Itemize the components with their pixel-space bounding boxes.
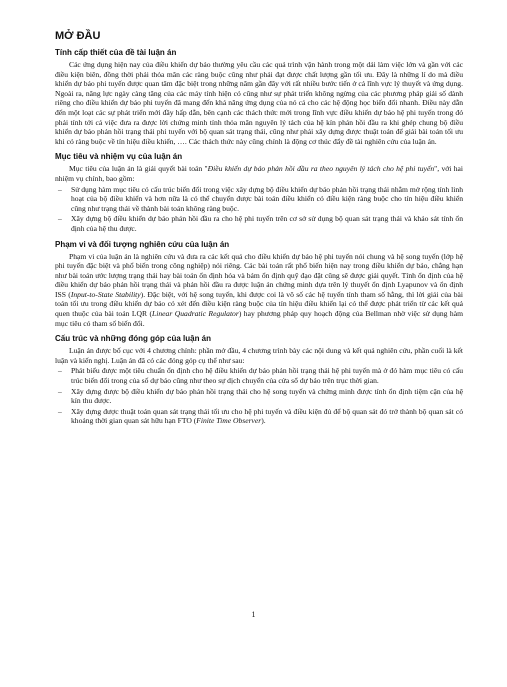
list-item-text: Phát biểu được một tiêu chuẩn ổn định cho hệ điều khiển dự báo phản hồi trạng thái hệ phi tuyến mà ở đó hàm mục tiêu có cấu trúc biến đổi trong của số dự báo cũng như theo sự dịch chuyển của cửa sổ dự báo trên trục thời gian. — [71, 366, 463, 386]
text-run: ", với hai nhiệm vụ chính, bao gồm: — [55, 164, 463, 183]
bullet-dash: – — [58, 184, 62, 194]
text-run: ) hay phương pháp quy hoạch động của Bellman nhờ việc sử dụng hàm mục tiêu có tham số biến đổi. — [55, 309, 463, 328]
paragraph-scope — [55, 252, 463, 329]
list-item — [55, 407, 463, 426]
paragraph-urgency: Các ứng dụng hiện nay của điều khiển dự báo thường yêu cầu các quá trình vận hành trong một dải làm việc lớn và gần với các điều kiện biên, đồng thời phải thỏa mãn các ràng buộc cũng như phải đạt được chất lượng gần tối ưu. Đây là những lí do mà điều khiển dự báo phi tuyến được quan tâm đặc biệt trong những năm gần đây với rất nhiều bước tiến ở cả lĩnh vực lý thuyết và ứng dụng. Ngoài ra, năng lực ngày càng tăng của các máy tính hiện có cũng như sự phát triển không ngừng của các phương pháp giải số dành riêng cho điều khiển dự báo phi tuyến đã mang đến khả năng ứng dụng của nó cả cho các hệ động học biến đổi nhanh. Điều này dẫn đến một loạt các sự phát triển mới đầy hấp dẫn, bên cạnh các thách thức mới trong lĩnh vực điều khiển dự báo hệ phi tuyến trong đó phải tính tới cả việc đưa ra được lời chứng minh tính thỏa mãn nguyên lý tách của hệ kín phản hồi đầu ra khi ghép chung bộ điều khiển dự báo phản hồi trạng thái phi tuyến với bộ quan sát trạng thái, cũng như phải xây dựng được thuật toán để giải bài toán tối ưu khi có ràng buộc về tín hiệu điều khiển, …. Các thách thức này cũng chính là động cơ thúc đẩy đề tài nghiên cứu của luận án. — [55, 60, 463, 146]
section-heading-scope: Phạm vi và đối tượng nghiên cứu của luận án — [55, 239, 230, 249]
page-title: MỞ ĐẦU — [55, 30, 101, 42]
italic-run: Finite Time Observer — [196, 416, 262, 426]
bullet-dash: – — [58, 366, 62, 376]
text-run: Phạm vi của luận án là nghiên cứu và đưa ra các kết quả cho điều khiển dự báo hệ phi tuyến nói chung và hệ song tuyến (lớp hệ phi tuyến đặc biệt và phổ biến trong công nghiệp) nói riêng. Các bài toán rất phổ biến hiện nay trong điều khiển dự báo, chẳng hạn như bài toán ước lượng trạng thái hay bài toán ổn định hóa và bám ổn định quỹ đạo đặt cũng sẽ được giải quyết. Tính ổn định của hệ điều khiển dự báo phản hồi trạng thái và phản hồi đầu ra được luận án chứng minh dựa trên lý thuyết ổn định Lyapunov và ổn định ISS ( — [55, 251, 463, 299]
italic-run: Linear Quadratic Regulator — [152, 309, 239, 319]
contributions-list — [55, 366, 463, 426]
list-item-text: Xây dựng được thuật toán quan sát trạng thái tối ưu cho hệ phi tuyến và điều kiện đủ để bộ quan sát đó trở thành bộ quan sát có khoảng thời gian quan sát hữu hạn FTO ( — [71, 406, 463, 426]
bullet-dash: – — [58, 214, 62, 224]
italic-run: Input-to-State Stability — [70, 289, 141, 299]
paragraph-objectives — [55, 164, 463, 183]
section-heading-structure: Cấu trúc và những đóng góp của luận án — [55, 334, 212, 344]
text-run: ). — [261, 416, 266, 426]
list-item — [55, 366, 463, 385]
list-item — [55, 387, 463, 406]
list-item-text: Sử dụng hàm mục tiêu có cấu trúc biến đổi trong việc xây dựng bộ điều khiển dự báo phản hồi trạng thái nhằm mở rộng tính linh hoạt của bộ điều khiển và hơn nữa là có thể chuyển được bài toán điều khiển có điều kiện ràng buộc cho tín hiệu điều khiển cũng như trạng thái về thành bài toán không ràng buộc. — [71, 184, 463, 213]
list-item-text: Xây dựng được bộ điều khiển dự báo phản hồi trạng thái cho hệ song tuyến và chứng minh được tính ổn định tiệm cận của hệ kín thu được. — [71, 386, 463, 406]
list-item-text: Xây dựng bộ điều khiển dự báo phản hồi đầu ra cho hệ phi tuyến trên cơ sở sử dụng bộ quan sát trạng thái và khảo sát tính ổn định của hệ thu được. — [71, 214, 463, 233]
bullet-dash: – — [58, 406, 62, 416]
paragraph-structure: Luận án được bố cục với 4 chương chính: phần mở đầu, 4 chương trình bày các nội dung và kết quả nghiên cứu, phần cuối là kết luận và kiến nghị. Luận án đã có các đóng góp cụ thể như sau: — [55, 346, 463, 365]
page-number: 1 — [251, 610, 256, 619]
bullet-dash: – — [58, 386, 62, 396]
list-item — [55, 185, 463, 214]
objectives-list — [55, 185, 463, 234]
section-heading-objectives: Mục tiêu và nhiệm vụ của luận án — [55, 152, 183, 162]
list-item — [55, 214, 463, 233]
section-heading-urgency: Tính cấp thiết của đề tài luận án — [55, 48, 177, 57]
italic-run: Điều khiển dự báo phản hồi đầu ra theo nguyên lý tách cho hệ phi tuyến — [207, 164, 435, 174]
text-run: Mục tiêu của luận án là giải quyết bài toán " — [69, 164, 208, 174]
text-run: ). Đặc biệt, với hệ song tuyến, khi được coi là vô số các hệ tuyến tính tham số hằng, thì lời giải của bài toán tối ưu trong điều khiển dự báo có xét đến điều kiện ràng buộc của tín hiệu điều khiển lại có thể được phát triển từ các kết quả quen thuộc của bài toán LQR ( — [55, 289, 463, 319]
